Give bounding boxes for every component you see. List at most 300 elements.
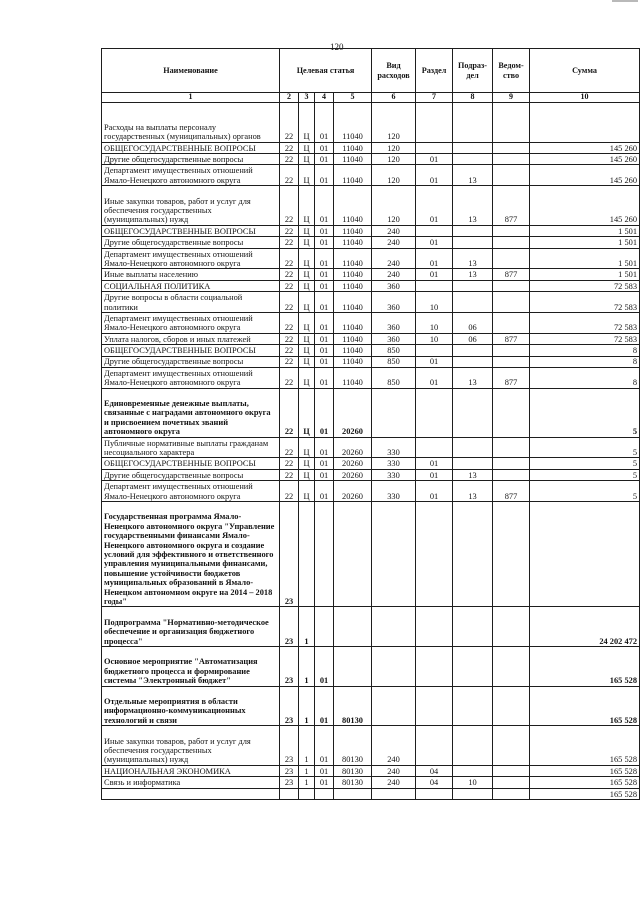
cell-program: 22 xyxy=(280,142,299,153)
page-number: 120 xyxy=(330,42,344,52)
cell-subsection xyxy=(453,607,493,647)
cell-measure: 01 xyxy=(315,333,334,344)
cell-subprogram: Ц xyxy=(299,367,315,388)
budget-table-body xyxy=(102,103,640,800)
cell-expense-type: 360 xyxy=(372,280,416,291)
col-number: 8 xyxy=(453,93,493,103)
cell-department xyxy=(493,153,530,164)
cell-section: 01 xyxy=(416,153,453,164)
table-row xyxy=(102,481,640,502)
cell-direction: 11040 xyxy=(334,333,372,344)
cell-section: 01 xyxy=(416,481,453,502)
cell-amount: 1 501 xyxy=(530,225,640,236)
cell-amount: 8 xyxy=(530,367,640,388)
cell-name: ОБЩЕГОСУДАРСТВЕННЫЕ ВОПРОСЫ xyxy=(102,345,280,356)
col-number: 7 xyxy=(416,93,453,103)
cell-direction: 11040 xyxy=(334,280,372,291)
cell-subsection: 06 xyxy=(453,333,493,344)
cell-name: Другие общегосударственные вопросы xyxy=(102,153,280,164)
cell-direction xyxy=(334,647,372,687)
cell-subprogram: Ц xyxy=(299,237,315,248)
cell-amount: 24 202 472 xyxy=(530,607,640,647)
cell-subsection xyxy=(453,502,493,607)
cell-direction: 20260 xyxy=(334,437,372,458)
cell-department xyxy=(493,726,530,766)
cell-subprogram: Ц xyxy=(299,292,315,313)
table-row xyxy=(102,280,640,291)
cell-subsection xyxy=(453,686,493,726)
cell-department xyxy=(493,280,530,291)
cell-name: Уплата налогов, сборов и иных платежей xyxy=(102,333,280,344)
cell-subsection xyxy=(453,788,493,799)
cell-program: 22 xyxy=(280,312,299,333)
cell-subsection xyxy=(453,726,493,766)
cell-program: 23 xyxy=(280,726,299,766)
cell-subsection: 13 xyxy=(453,248,493,269)
cell-subprogram: Ц xyxy=(299,269,315,280)
cell-subsection: 13 xyxy=(453,367,493,388)
cell-direction xyxy=(334,788,372,799)
cell-name: НАЦИОНАЛЬНАЯ ЭКОНОМИКА xyxy=(102,765,280,776)
cell-name: Другие общегосударственные вопросы xyxy=(102,237,280,248)
cell-direction: 11040 xyxy=(334,312,372,333)
cell-measure: 01 xyxy=(315,103,334,143)
cell-name: Публичные нормативные выплаты гражданам несоциального характера xyxy=(102,437,280,458)
cell-expense-type: 120 xyxy=(372,103,416,143)
cell-subprogram: 1 xyxy=(299,765,315,776)
cell-subprogram: 1 xyxy=(299,607,315,647)
table-row xyxy=(102,647,640,687)
cell-section xyxy=(416,726,453,766)
cell-program: 22 xyxy=(280,237,299,248)
cell-program: 22 xyxy=(280,345,299,356)
cell-measure: 01 xyxy=(315,367,334,388)
cell-expense-type: 850 xyxy=(372,367,416,388)
cell-measure: 01 xyxy=(315,237,334,248)
cell-section xyxy=(416,345,453,356)
cell-expense-type: 240 xyxy=(372,777,416,788)
cell-department xyxy=(493,356,530,367)
cell-expense-type: 850 xyxy=(372,345,416,356)
cell-department xyxy=(493,469,530,480)
cell-section xyxy=(416,647,453,687)
cell-subprogram: Ц xyxy=(299,225,315,236)
cell-program: 22 xyxy=(280,165,299,186)
table-row xyxy=(102,686,640,726)
cell-subsection xyxy=(453,237,493,248)
cell-amount: 145 260 xyxy=(530,165,640,186)
table-row xyxy=(102,726,640,766)
cell-amount: 5 xyxy=(530,388,640,437)
cell-amount: 165 528 xyxy=(530,765,640,776)
cell-program: 23 xyxy=(280,607,299,647)
cell-measure: 01 xyxy=(315,153,334,164)
cell-amount: 165 528 xyxy=(530,788,640,799)
cell-measure: 01 xyxy=(315,481,334,502)
col-number: 9 xyxy=(493,93,530,103)
cell-measure: 01 xyxy=(315,142,334,153)
cell-section: 10 xyxy=(416,333,453,344)
cell-subprogram: Ц xyxy=(299,437,315,458)
cell-program: 23 xyxy=(280,765,299,776)
cell-amount: 72 583 xyxy=(530,280,640,291)
cell-expense-type: 240 xyxy=(372,726,416,766)
table-row xyxy=(102,269,640,280)
header-name: Наименование xyxy=(102,49,280,93)
cell-name: Департамент имущественных отношений Ямало-Ненецкого автономного округа xyxy=(102,165,280,186)
cell-section: 01 xyxy=(416,248,453,269)
cell-amount: 1 501 xyxy=(530,237,640,248)
cell-name: Иные выплаты населению xyxy=(102,269,280,280)
cell-subsection: 13 xyxy=(453,165,493,186)
cell-section: 01 xyxy=(416,469,453,480)
cell-direction: 20260 xyxy=(334,458,372,469)
table-row xyxy=(102,333,640,344)
cell-name: Другие общегосударственные вопросы xyxy=(102,469,280,480)
cell-expense-type: 360 xyxy=(372,312,416,333)
table-row xyxy=(102,388,640,437)
cell-section: 04 xyxy=(416,765,453,776)
cell-direction: 11040 xyxy=(334,165,372,186)
cell-measure: 01 xyxy=(315,165,334,186)
cell-subsection xyxy=(453,437,493,458)
table-row xyxy=(102,437,640,458)
cell-subsection: 06 xyxy=(453,312,493,333)
cell-expense-type: 330 xyxy=(372,469,416,480)
cell-program: 23 xyxy=(280,777,299,788)
cell-amount: 165 528 xyxy=(530,647,640,687)
cell-department xyxy=(493,388,530,437)
cell-program: 22 xyxy=(280,356,299,367)
cell-amount: 5 xyxy=(530,469,640,480)
cell-subprogram: Ц xyxy=(299,248,315,269)
cell-section xyxy=(416,280,453,291)
cell-program: 22 xyxy=(280,186,299,226)
cell-subsection xyxy=(453,292,493,313)
cell-direction xyxy=(334,502,372,607)
table-row xyxy=(102,225,640,236)
table-row xyxy=(102,103,640,143)
cell-subprogram: Ц xyxy=(299,186,315,226)
cell-expense-type: 360 xyxy=(372,333,416,344)
cell-section: 01 xyxy=(416,165,453,186)
table-row xyxy=(102,292,640,313)
cell-subsection: 13 xyxy=(453,481,493,502)
scan-artifact xyxy=(612,0,638,2)
cell-subprogram: Ц xyxy=(299,356,315,367)
cell-expense-type xyxy=(372,388,416,437)
cell-program: 23 xyxy=(280,647,299,687)
cell-direction: 11040 xyxy=(334,248,372,269)
cell-subprogram: Ц xyxy=(299,312,315,333)
cell-expense-type: 330 xyxy=(372,458,416,469)
cell-amount: 1 501 xyxy=(530,269,640,280)
cell-subsection xyxy=(453,225,493,236)
cell-amount: 8 xyxy=(530,356,640,367)
cell-name: Иные закупки товаров, работ и услуг для обеспечения государственных (муниципальных) нужд xyxy=(102,186,280,226)
cell-expense-type xyxy=(372,607,416,647)
cell-subsection xyxy=(453,458,493,469)
header-section: Раздел xyxy=(416,49,453,93)
cell-direction: 80130 xyxy=(334,686,372,726)
cell-direction: 11040 xyxy=(334,367,372,388)
cell-subprogram: Ц xyxy=(299,481,315,502)
cell-measure: 01 xyxy=(315,458,334,469)
cell-amount: 72 583 xyxy=(530,333,640,344)
cell-department xyxy=(493,248,530,269)
cell-measure: 01 xyxy=(315,312,334,333)
cell-measure: 01 xyxy=(315,469,334,480)
cell-section xyxy=(416,502,453,607)
cell-direction: 11040 xyxy=(334,225,372,236)
cell-section: 01 xyxy=(416,356,453,367)
cell-subsection xyxy=(453,765,493,776)
table-row xyxy=(102,469,640,480)
cell-direction: 80130 xyxy=(334,726,372,766)
cell-expense-type: 240 xyxy=(372,269,416,280)
cell-program: 23 xyxy=(280,502,299,607)
cell-direction: 80130 xyxy=(334,777,372,788)
cell-subprogram: Ц xyxy=(299,280,315,291)
cell-department xyxy=(493,788,530,799)
header-expense-type: Вид расходов xyxy=(372,49,416,93)
cell-department: 877 xyxy=(493,367,530,388)
cell-name: Государственная программа Ямало-Ненецкого автономного округа "Управление государственными финансами Ямало-Ненецкого автономного округа и создание условий для эффективного и ответственного управления муниципальными финансами, повышение устойчивости бюджетов муниципальных образований в Ямало-Ненецком автономном округе на 2014 – 2018 годы" xyxy=(102,502,280,607)
cell-department xyxy=(493,142,530,153)
cell-expense-type: 360 xyxy=(372,292,416,313)
cell-department: 877 xyxy=(493,269,530,280)
cell-department xyxy=(493,437,530,458)
cell-amount: 5 xyxy=(530,481,640,502)
cell-section: 10 xyxy=(416,292,453,313)
cell-department xyxy=(493,345,530,356)
table-row xyxy=(102,248,640,269)
cell-name: Департамент имущественных отношений Ямало-Ненецкого автономного округа xyxy=(102,312,280,333)
cell-section xyxy=(416,686,453,726)
cell-name: Отдельные мероприятия в области информационно-коммуникационных технологий и связи xyxy=(102,686,280,726)
cell-section: 04 xyxy=(416,777,453,788)
cell-name: Департамент имущественных отношений Ямало-Ненецкого автономного округа xyxy=(102,367,280,388)
cell-amount: 145 260 xyxy=(530,186,640,226)
cell-expense-type: 240 xyxy=(372,225,416,236)
cell-department: 877 xyxy=(493,333,530,344)
cell-expense-type: 330 xyxy=(372,481,416,502)
cell-measure: 01 xyxy=(315,388,334,437)
cell-section: 01 xyxy=(416,367,453,388)
cell-subprogram: 1 xyxy=(299,686,315,726)
table-row xyxy=(102,153,640,164)
cell-section xyxy=(416,607,453,647)
cell-amount: 5 xyxy=(530,437,640,458)
cell-expense-type xyxy=(372,647,416,687)
cell-direction: 11040 xyxy=(334,186,372,226)
cell-subprogram: Ц xyxy=(299,345,315,356)
cell-department xyxy=(493,292,530,313)
table-row xyxy=(102,777,640,788)
cell-measure: 01 xyxy=(315,186,334,226)
cell-program: 22 xyxy=(280,333,299,344)
cell-expense-type: 330 xyxy=(372,437,416,458)
header-target-article: Целевая статья xyxy=(280,49,372,93)
cell-name: Основное мероприятие "Автоматизация бюджетного процесса и формирование системы "Электронный бюджет" xyxy=(102,647,280,687)
cell-direction: 20260 xyxy=(334,481,372,502)
cell-amount: 8 xyxy=(530,345,640,356)
cell-section: 10 xyxy=(416,312,453,333)
cell-subprogram xyxy=(299,502,315,607)
cell-expense-type: 240 xyxy=(372,765,416,776)
cell-subprogram: 1 xyxy=(299,647,315,687)
cell-subsection: 10 xyxy=(453,777,493,788)
cell-section xyxy=(416,142,453,153)
cell-direction: 11040 xyxy=(334,269,372,280)
cell-program: 22 xyxy=(280,280,299,291)
cell-subsection: 13 xyxy=(453,269,493,280)
header-amount: Сумма xyxy=(530,49,640,93)
header-row xyxy=(102,49,640,93)
cell-direction: 11040 xyxy=(334,345,372,356)
cell-direction xyxy=(334,607,372,647)
cell-measure: 01 xyxy=(315,345,334,356)
cell-measure: 01 xyxy=(315,225,334,236)
cell-measure xyxy=(315,788,334,799)
cell-subprogram: 1 xyxy=(299,777,315,788)
cell-subprogram: Ц xyxy=(299,458,315,469)
cell-measure: 01 xyxy=(315,269,334,280)
cell-subsection xyxy=(453,356,493,367)
cell-subsection xyxy=(453,103,493,143)
cell-direction: 80130 xyxy=(334,765,372,776)
cell-subsection xyxy=(453,142,493,153)
cell-section xyxy=(416,437,453,458)
cell-amount xyxy=(530,103,640,143)
cell-program: 22 xyxy=(280,269,299,280)
cell-measure: 01 xyxy=(315,280,334,291)
cell-department xyxy=(493,765,530,776)
cell-amount: 165 528 xyxy=(530,726,640,766)
cell-amount: 5 xyxy=(530,458,640,469)
cell-program: 22 xyxy=(280,437,299,458)
cell-direction: 11040 xyxy=(334,356,372,367)
cell-amount: 165 528 xyxy=(530,777,640,788)
cell-amount xyxy=(530,502,640,607)
cell-subprogram: 1 xyxy=(299,726,315,766)
header-department: Ведом-ство xyxy=(493,49,530,93)
cell-section: 01 xyxy=(416,186,453,226)
column-number-row xyxy=(102,93,640,103)
table-row xyxy=(102,237,640,248)
table-row xyxy=(102,367,640,388)
cell-section xyxy=(416,225,453,236)
cell-direction: 11040 xyxy=(334,292,372,313)
header-subsection: Подраз-дел xyxy=(453,49,493,93)
table-row xyxy=(102,142,640,153)
cell-program: 22 xyxy=(280,388,299,437)
cell-department: 877 xyxy=(493,186,530,226)
cell-expense-type: 120 xyxy=(372,142,416,153)
cell-subprogram: Ц xyxy=(299,165,315,186)
table-row xyxy=(102,458,640,469)
table-row xyxy=(102,607,640,647)
cell-expense-type: 120 xyxy=(372,186,416,226)
cell-measure: 01 xyxy=(315,765,334,776)
cell-expense-type xyxy=(372,502,416,607)
cell-name: Единовременные денежные выплаты, связанные с наградами автономного округа и присвоением почетных званий автономного округа xyxy=(102,388,280,437)
cell-measure: 01 xyxy=(315,437,334,458)
cell-measure: 01 xyxy=(315,248,334,269)
cell-name: Иные закупки товаров, работ и услуг для обеспечения государственных (муниципальных) нужд xyxy=(102,726,280,766)
cell-expense-type: 240 xyxy=(372,237,416,248)
cell-expense-type: 120 xyxy=(372,165,416,186)
cell-subsection xyxy=(453,647,493,687)
cell-subprogram: Ц xyxy=(299,103,315,143)
col-number: 4 xyxy=(315,93,334,103)
cell-subsection xyxy=(453,388,493,437)
cell-amount: 165 528 xyxy=(530,686,640,726)
cell-program: 23 xyxy=(280,686,299,726)
col-number: 6 xyxy=(372,93,416,103)
cell-section xyxy=(416,103,453,143)
table-row xyxy=(102,345,640,356)
cell-subprogram: Ц xyxy=(299,333,315,344)
cell-name: ОБЩЕГОСУДАРСТВЕННЫЕ ВОПРОСЫ xyxy=(102,225,280,236)
cell-program: 22 xyxy=(280,153,299,164)
cell-measure xyxy=(315,607,334,647)
cell-program: 22 xyxy=(280,225,299,236)
cell-department xyxy=(493,237,530,248)
cell-subsection xyxy=(453,153,493,164)
cell-subsection xyxy=(453,345,493,356)
cell-name: Другие общегосударственные вопросы xyxy=(102,356,280,367)
col-number: 1 xyxy=(102,93,280,103)
table-row xyxy=(102,788,640,799)
cell-expense-type: 120 xyxy=(372,153,416,164)
cell-name xyxy=(102,788,280,799)
cell-department xyxy=(493,686,530,726)
cell-section: 01 xyxy=(416,269,453,280)
cell-subprogram: Ц xyxy=(299,153,315,164)
cell-department xyxy=(493,502,530,607)
cell-direction: 11040 xyxy=(334,153,372,164)
col-number: 10 xyxy=(530,93,640,103)
cell-department xyxy=(493,647,530,687)
cell-expense-type xyxy=(372,686,416,726)
cell-subprogram: Ц xyxy=(299,142,315,153)
table-row xyxy=(102,165,640,186)
cell-name: Подпрограмма "Нормативно-методическое обеспечение и организация бюджетного процесса" xyxy=(102,607,280,647)
table-row xyxy=(102,356,640,367)
cell-department xyxy=(493,312,530,333)
table-row xyxy=(102,502,640,607)
cell-name: Другие вопросы в области социальной политики xyxy=(102,292,280,313)
col-number: 2 xyxy=(280,93,299,103)
cell-subsection: 13 xyxy=(453,186,493,226)
cell-amount: 145 260 xyxy=(530,142,640,153)
cell-name: Департамент имущественных отношений Ямало-Ненецкого автономного округа xyxy=(102,481,280,502)
cell-program: 22 xyxy=(280,248,299,269)
cell-amount: 72 583 xyxy=(530,292,640,313)
cell-section: 01 xyxy=(416,237,453,248)
cell-subsection xyxy=(453,280,493,291)
cell-direction: 11040 xyxy=(334,103,372,143)
cell-department xyxy=(493,165,530,186)
cell-department xyxy=(493,458,530,469)
cell-section: 01 xyxy=(416,458,453,469)
cell-department xyxy=(493,777,530,788)
cell-expense-type: 240 xyxy=(372,248,416,269)
cell-department xyxy=(493,607,530,647)
budget-table xyxy=(101,48,640,800)
table-row xyxy=(102,312,640,333)
